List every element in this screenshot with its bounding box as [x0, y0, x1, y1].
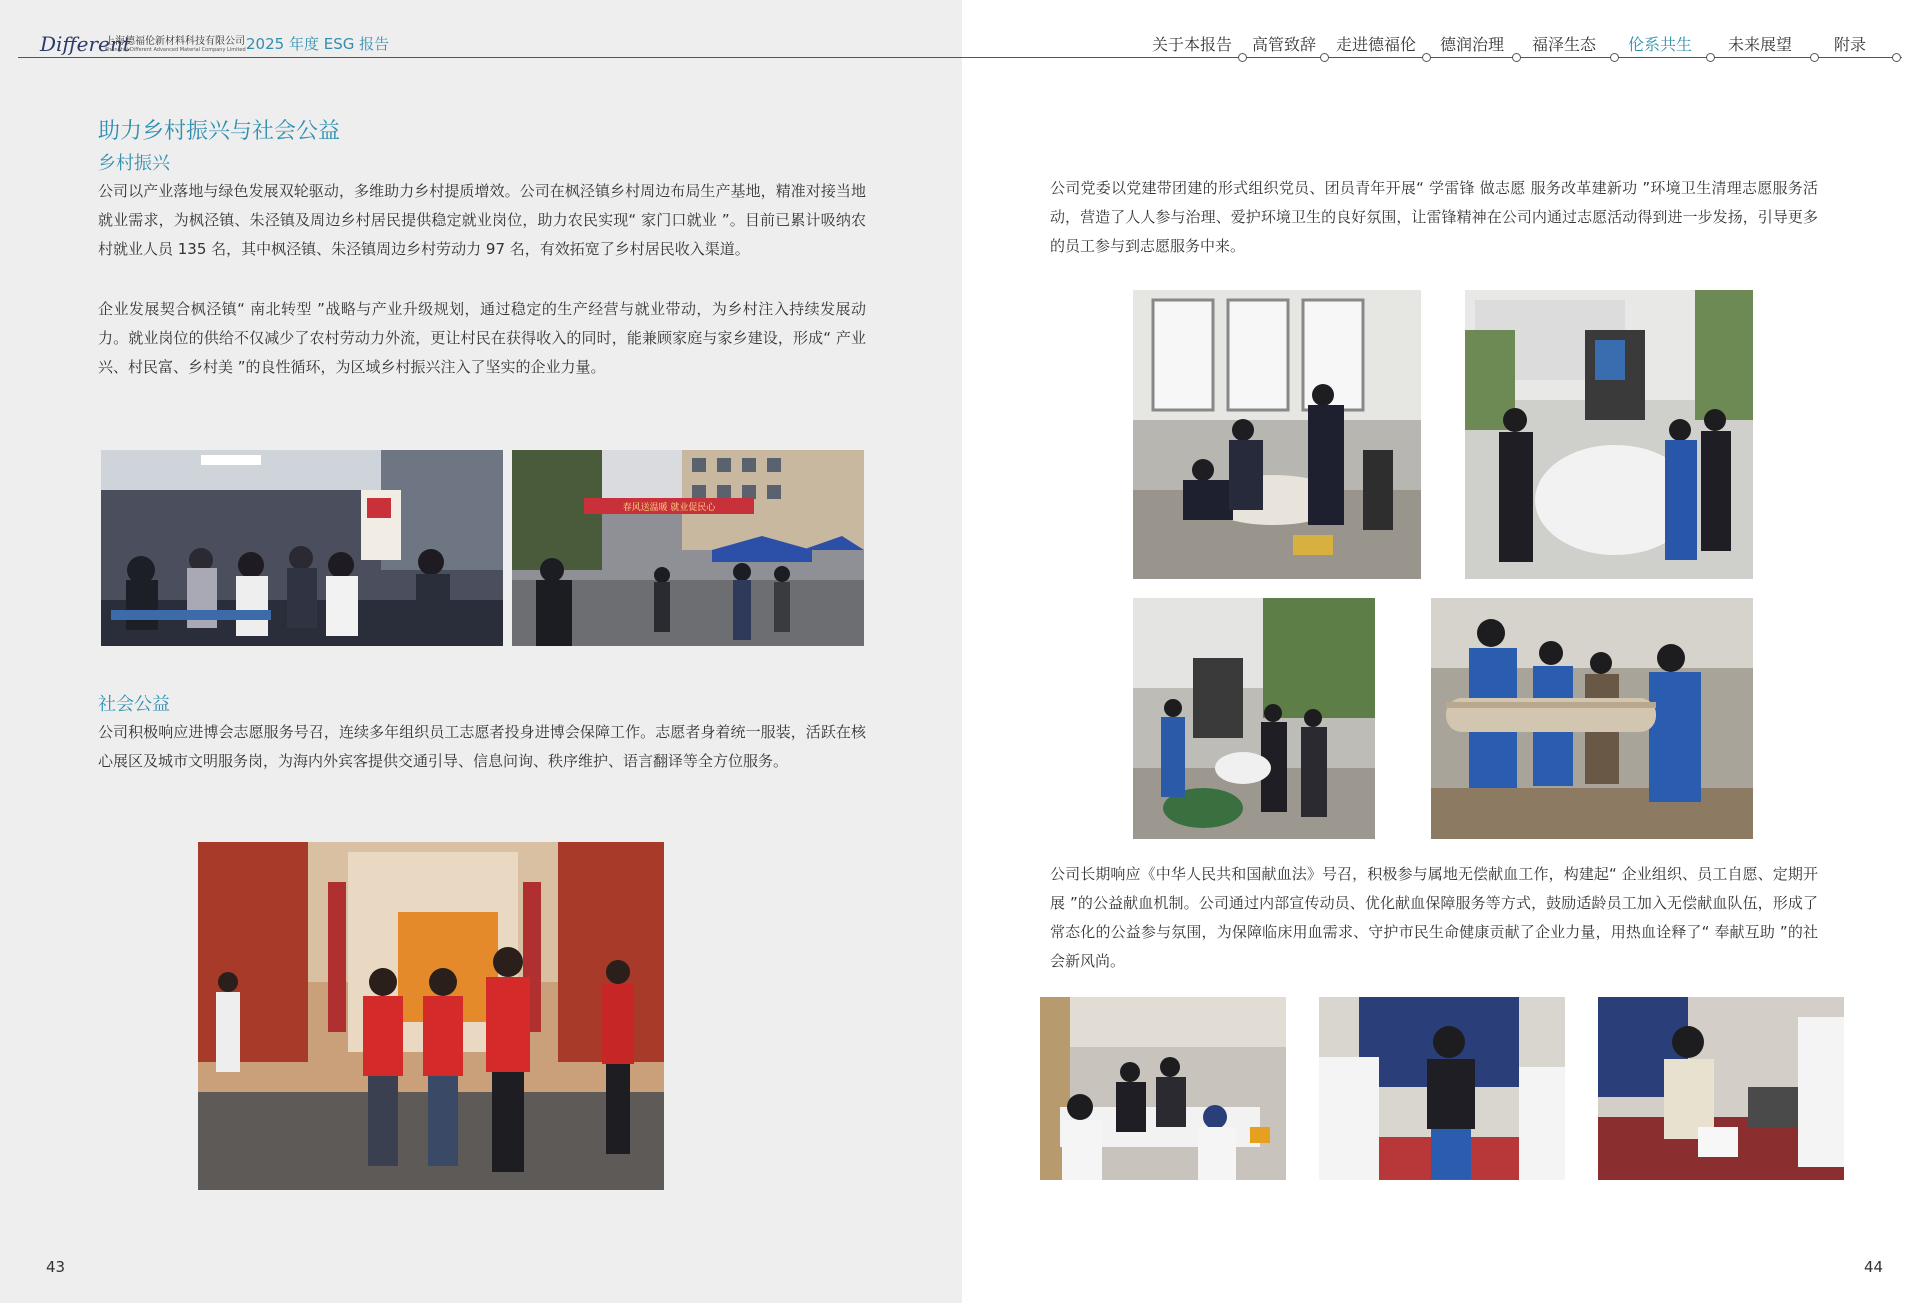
nav-marker	[1610, 53, 1619, 62]
nav-item-appendix[interactable]: 附录	[1834, 35, 1867, 54]
cleanup-photo-yard	[1133, 598, 1375, 839]
company-name	[105, 32, 246, 53]
welfare-heading: 社会公益	[98, 694, 170, 715]
company-logo: Different	[40, 32, 131, 56]
welfare-paragraph: 公司积极响应进博会志愿服务号召，连续多年组织员工志愿者投身进博会保障工作。志愿者身着统一服装，活跃在核心展区及城市文明服务岗，为海内外宾客提供交通引导、信息问询、秩序维护、语言翻译等全方位服务。	[98, 723, 866, 770]
nav-marker	[1892, 53, 1901, 62]
nav-item-executive-message[interactable]: 高管致辞	[1252, 35, 1317, 54]
blood-donation-photo-queue	[1040, 997, 1286, 1180]
company-name-cn: 上海德福伦新材料科技有限公司	[105, 36, 245, 47]
nav-item-about-report[interactable]: 关于本报告	[1152, 35, 1233, 54]
nav-marker	[1810, 53, 1819, 62]
company-name-en: Shanghai Different Advanced Material Company Limited	[105, 47, 246, 53]
rural-heading: 乡村振兴	[98, 153, 170, 174]
nav-marker	[1512, 53, 1521, 62]
blood-donation-photo-donor-man	[1319, 997, 1565, 1180]
nav-item-outlook[interactable]: 未来展望	[1728, 35, 1793, 54]
job-fair-photo	[101, 450, 503, 646]
blood-donation-paragraph: 公司长期响应《中华人民共和国献血法》号召，积极参与属地无偿献血工作，构建起“ 企业组织、员工自愿、定期开展 ”的公益献血机制。公司通过内部宣传动员、优化献血保障服务等方式，鼓励适龄员工加入无偿献血队伍，形成了常态化的公益参与氛围，为保障临床用血需求、守护市民生命健康贡献了企业力量，用热血诠释了“ 奉献互助 ”的社会新风尚。	[1050, 865, 1818, 970]
rural-paragraph-2: 企业发展契合枫泾镇“ 南北转型 ”战略与产业升级规划，通过稳定的生产经营与就业带动，为乡村注入持续发展动力。就业岗位的供给不仅减少了农村劳动力外流，更让村民在获得收入的同时，能兼顾家庭与家乡建设，形成“ 产业兴、村民富、乡村美 ”的良性循环，为区域乡村振兴注入了坚实的企业力量。	[98, 300, 866, 376]
expo-volunteers-photo	[198, 842, 664, 1190]
section-title: 助力乡村振兴与社会公益	[98, 119, 341, 144]
banner-text: 春风送温暖 就业促民心	[622, 503, 716, 513]
nav-item-about-company[interactable]: 走进德福伦	[1336, 35, 1417, 54]
cleanup-photo-outdoor-forklift	[1465, 290, 1753, 579]
nav-marker	[1706, 53, 1715, 62]
blood-donation-photo-donor-woman	[1598, 997, 1844, 1180]
volunteer-cleanup-paragraph: 公司党委以党建带团建的形式组织党员、团员青年开展“ 学雷锋 做志愿 服务改革建新功 ”环境卫生清理志愿服务活动，营造了人人参与治理、爱护环境卫生的良好氛围，让雷锋精神在公司内通过志愿活动得到进一步发扬，引导更多的员工参与到志愿服务中来。	[1050, 179, 1818, 255]
rural-paragraph-1: 公司以产业落地与绿色发展双轮驱动，多维助力乡村提质增效。公司在枫泾镇乡村周边布局生产基地，精准对接当地就业需求，为枫泾镇、朱泾镇及周边乡村居民提供稳定就业岗位，助力农民实现“ 家门口就业 ”。目前已累计吸纳农村就业人员 135 名，其中枫泾镇、朱泾镇周边乡村劳动力 97 名，有效拓宽了乡村居民收入渠道。	[98, 182, 866, 258]
page-number-left: 43	[46, 1258, 66, 1276]
nav-item-ecology[interactable]: 福泽生态	[1532, 35, 1597, 54]
page-number-right: 44	[1864, 1258, 1884, 1276]
cleanup-photo-log-carry	[1431, 598, 1753, 839]
nav-item-governance[interactable]: 德润治理	[1440, 35, 1505, 54]
nav-marker	[1320, 53, 1329, 62]
cleanup-photo-indoor	[1133, 290, 1421, 579]
nav-marker	[1422, 53, 1431, 62]
report-title: 2025 年度 ESG 报告	[246, 35, 390, 53]
nav-item-social[interactable]: 伦系共生	[1628, 35, 1693, 54]
header-divider	[18, 57, 1902, 58]
nav-marker	[1238, 53, 1247, 62]
street-fair-photo	[512, 450, 864, 646]
